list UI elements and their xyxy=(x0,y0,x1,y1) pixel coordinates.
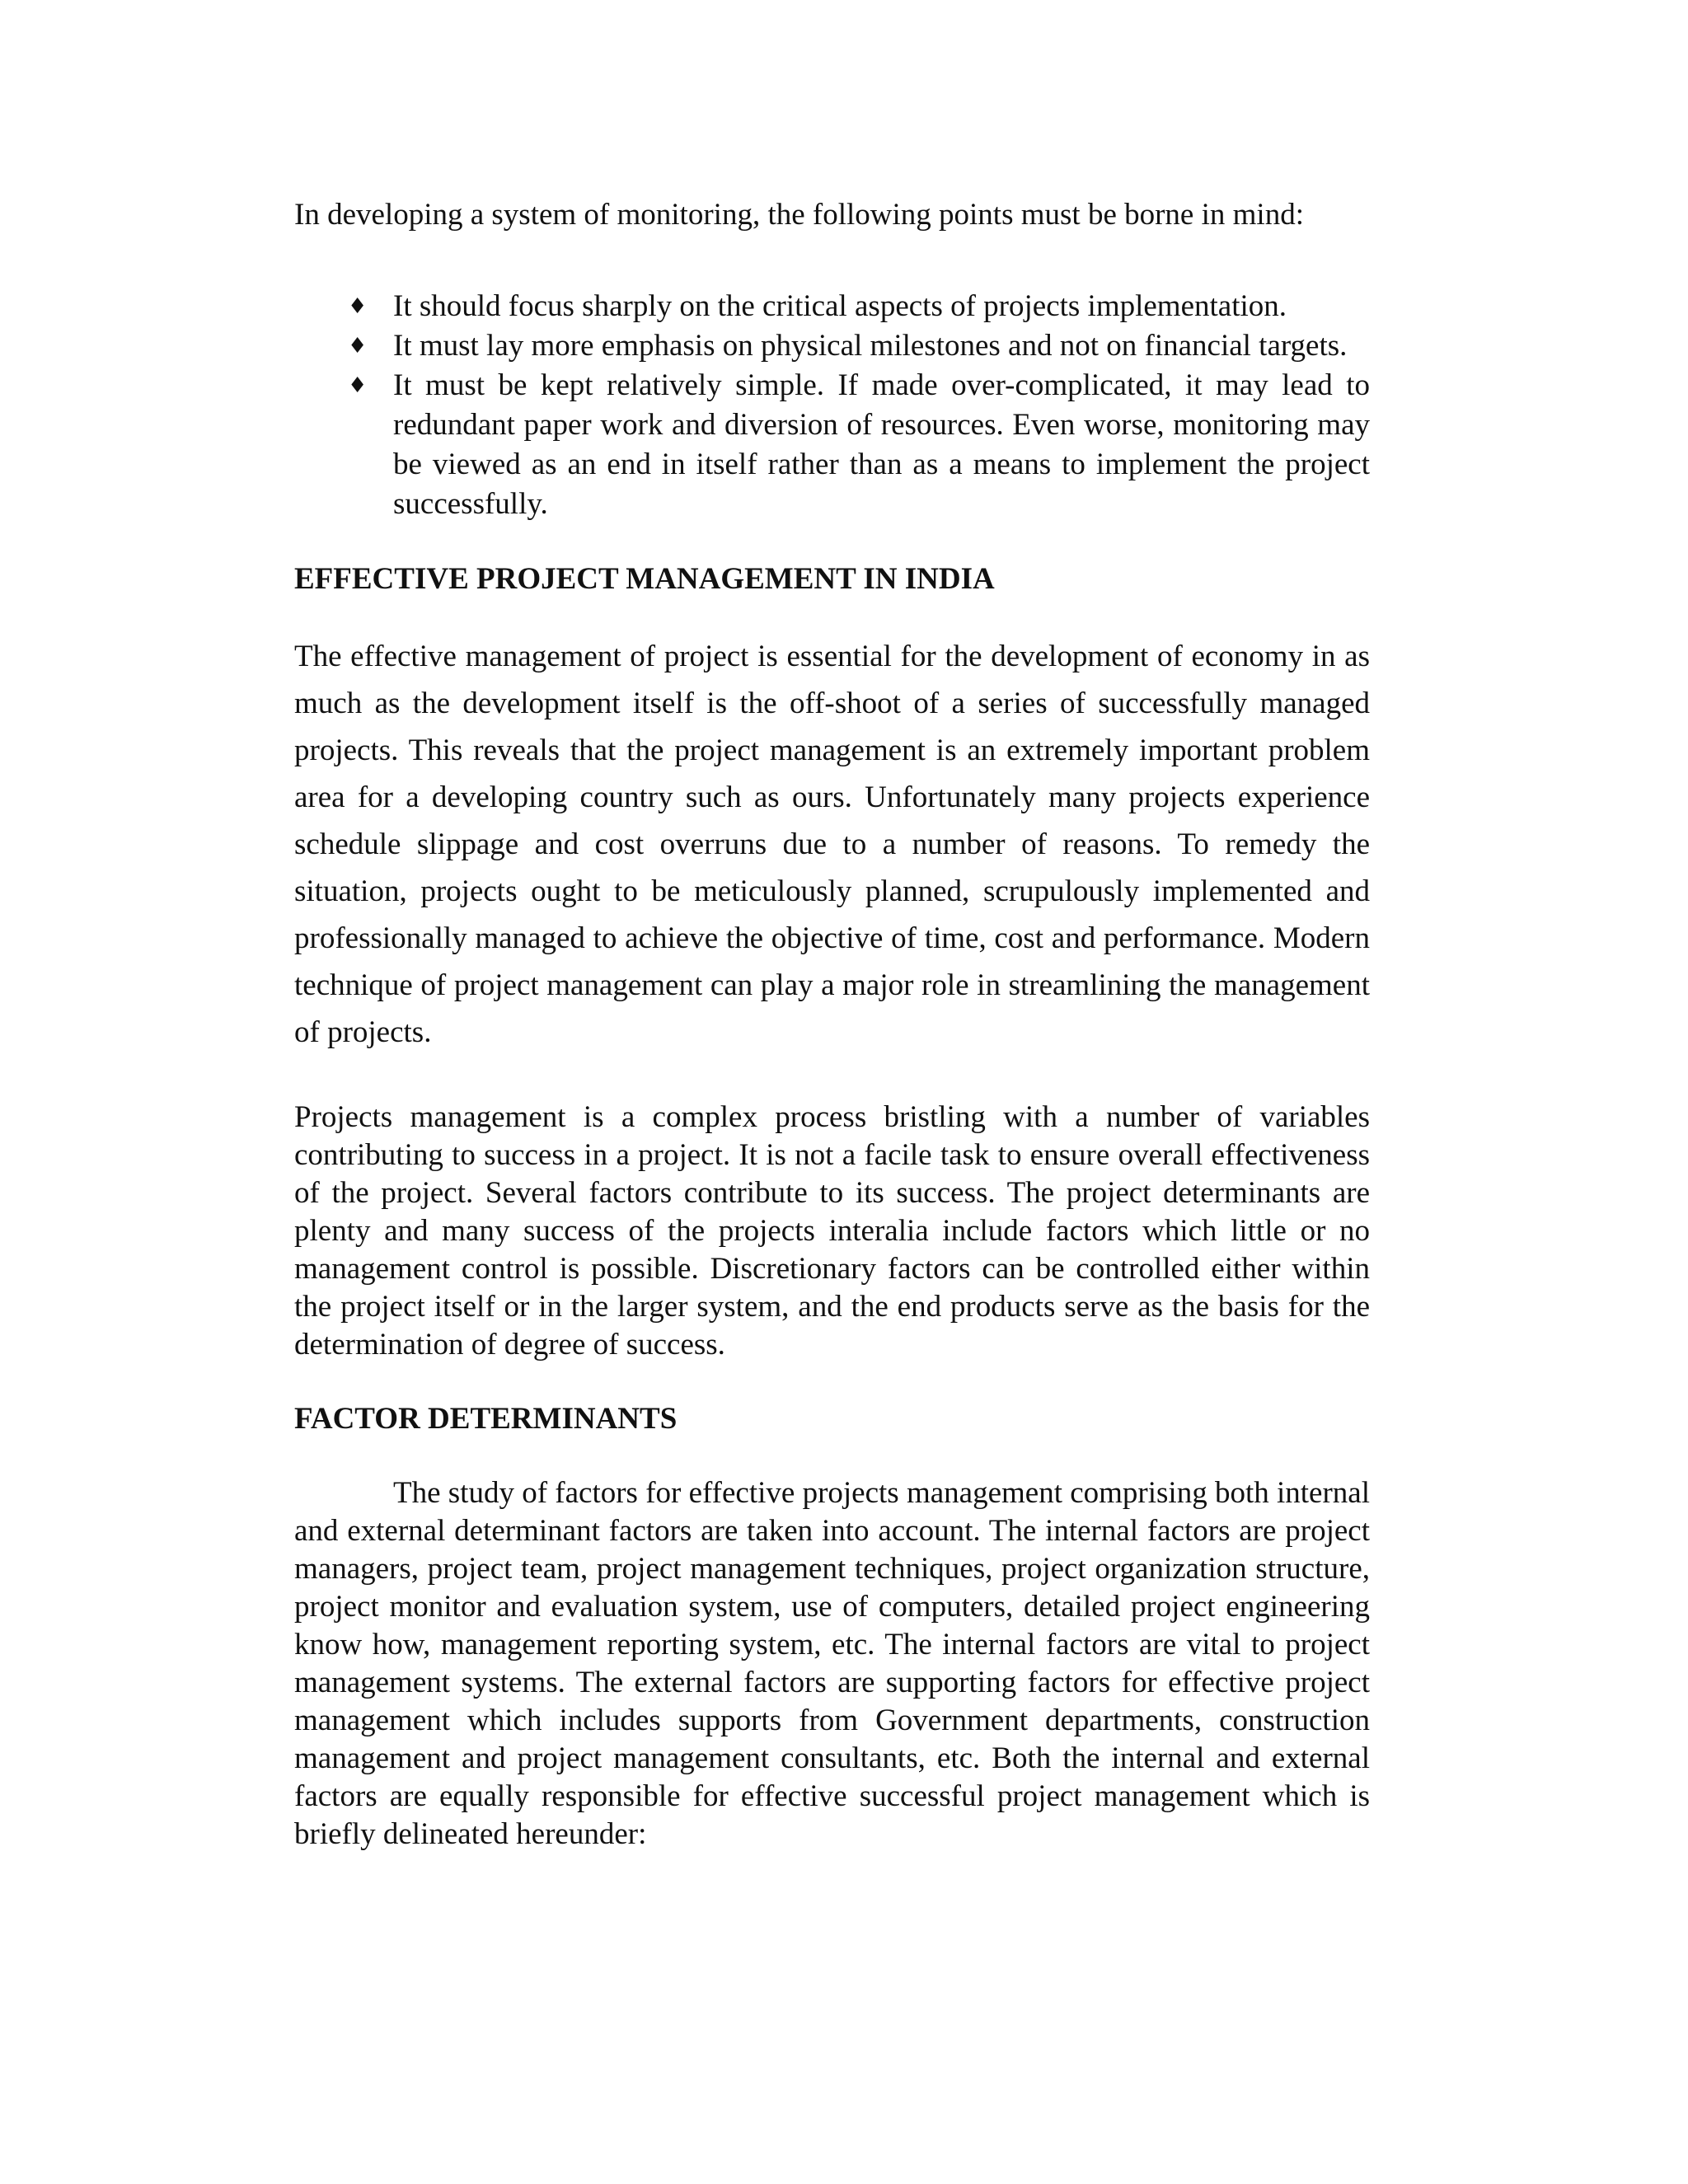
list-item xyxy=(348,366,1370,524)
diamond-bullet-icon: ♦ xyxy=(348,294,368,319)
paragraph-effective-management: The effective management of project is essential for the development of economy in as much as the development itself is the off-shoot of a series of successfully managed projects. This reveals that the project management is an extremely important problem area for a developing country such as ours. Unfortunately many projects experience schedule slippage and cost overruns due to a number of reasons. To remedy the situation, projects ought to be meticulously planned, scrupulously implemented and professionally managed to achieve the objective of time, cost and performance. Modern technique of project management can play a major role in streamlining the management of projects. xyxy=(294,640,1370,1049)
list-item xyxy=(348,326,1370,366)
section-heading-effective-project-management: EFFECTIVE PROJECT MANAGEMENT IN INDIA xyxy=(294,562,995,596)
diamond-bullet-icon: ♦ xyxy=(348,334,368,359)
paragraph-factor-study: The study of factors for effective projects management comprising both internal and external determinant factors are taken into account. The internal factors are project managers, project team, project management techniques, project organization structure, project monitor and evaluation system, use of computers, detailed project engineering know how, management reporting system, etc. The internal factors are vital to project management systems. The external factors are supporting factors for effective project management which includes supports from Government departments, construction management and project management consultants, etc. Both the internal and external factors are equally responsible for effective successful project management which is briefly delineated hereunder: xyxy=(294,1476,1370,1851)
intro-paragraph: In developing a system of monitoring, the following points must be borne in mind: xyxy=(294,198,1304,232)
bullet-text: It must lay more emphasis on physical milestones and not on financial targets. xyxy=(393,329,1348,363)
section-heading-factor-determinants: FACTOR DETERMINANTS xyxy=(294,1402,678,1436)
bullet-text: It must be kept relatively simple. If made over-complicated, it may lead to redundant paper work and diversion of resources. Even worse, monitoring may be viewed as an end in itself rather than as a means to implement the project successfully. xyxy=(393,368,1370,521)
list-item xyxy=(348,287,1370,326)
paragraph-complex-process: Projects management is a complex process bristling with a number of variables contributing to success in a project. It is not a facile task to ensure overall effectiveness of the project. Several factors contribute to its success. The project determinants are plenty and many success of the projects interalia include factors which little or no management control is possible. Discretionary factors can be controlled either within the project itself or in the larger system, and the end products serve as the basis for the determination of degree of success. xyxy=(294,1100,1370,1361)
bullet-text: It should focus sharply on the critical aspects of projects implementation. xyxy=(393,289,1287,323)
bullet-list xyxy=(294,287,1370,524)
diamond-bullet-icon: ♦ xyxy=(348,373,368,398)
document-page xyxy=(294,196,1370,1854)
